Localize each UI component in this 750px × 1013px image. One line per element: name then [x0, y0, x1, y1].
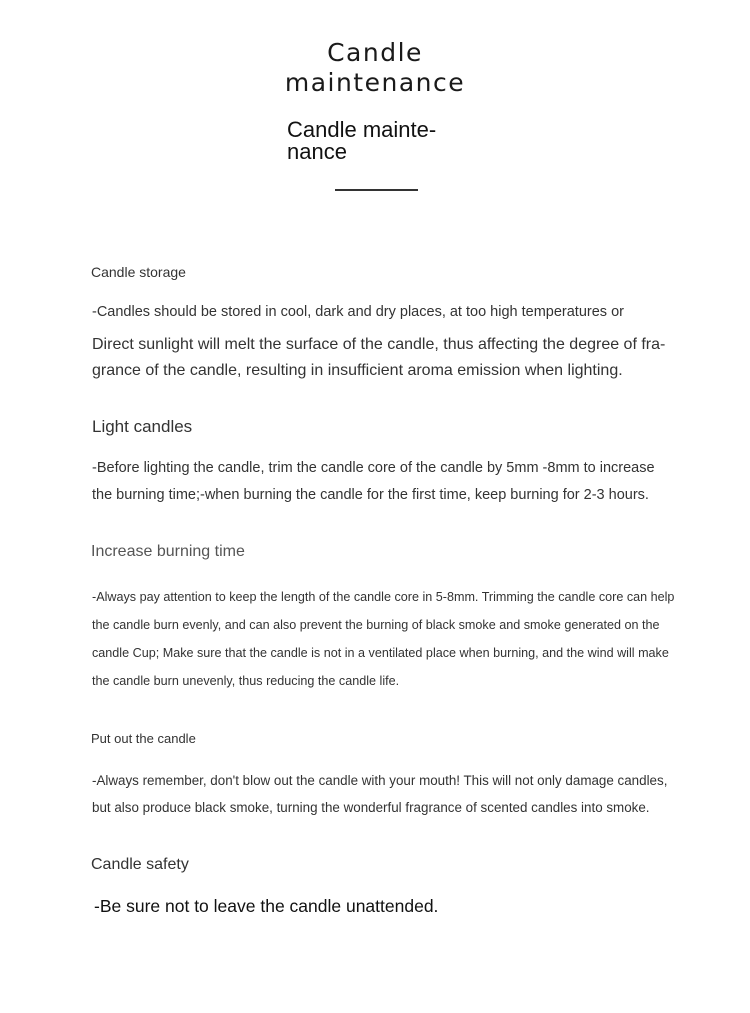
title-divider	[335, 189, 418, 191]
section-text-put-out: -Always remember, don't blow out the candle with your mouth! This will not only damage candles, but also produce black smoke, turning the wonderful fragrance of scented candles into smoke.	[92, 773, 668, 815]
section-text-storage-line1: -Candles should be stored in cool, dark and dry places, at too high temperatures or	[92, 304, 624, 320]
section-heading-storage: Candle storage	[91, 264, 186, 280]
section-heading-put-out: Put out the candle	[91, 731, 196, 746]
section-text-storage-line2: Direct sunlight will melt the surface of the candle, thus affecting the degree of fra-grance of the candle, resulting in insufficient aroma emission when lighting.	[92, 336, 666, 379]
section-text-burning-time: -Always pay attention to keep the length of the candle core in 5-8mm. Trimming the candle core can help the candle burn evenly, and can also prevent the burning of black smoke and smoke generated on the candle Cup; Make sure that the candle is not in a ventilated place when burning, and the wind will make the candle burn unevenly, thus reducing the candle life.	[92, 590, 675, 688]
page-title: Candle maintenance	[284, 38, 466, 97]
section-text-safety: -Be sure not to leave the candle unattended.	[94, 896, 439, 916]
section-heading-light: Light candles	[92, 417, 193, 436]
section-text-light: -Before lighting the candle, trim the candle core of the candle by 5mm -8mm to increase the burning time;-when burning the candle for the first time, keep burning for 2-3 hours.	[92, 460, 655, 503]
page-subtitle: Candle mainte- nance	[287, 117, 437, 164]
section-heading-safety: Candle safety	[91, 856, 189, 873]
section-heading-burning-time: Increase burning time	[91, 543, 245, 560]
